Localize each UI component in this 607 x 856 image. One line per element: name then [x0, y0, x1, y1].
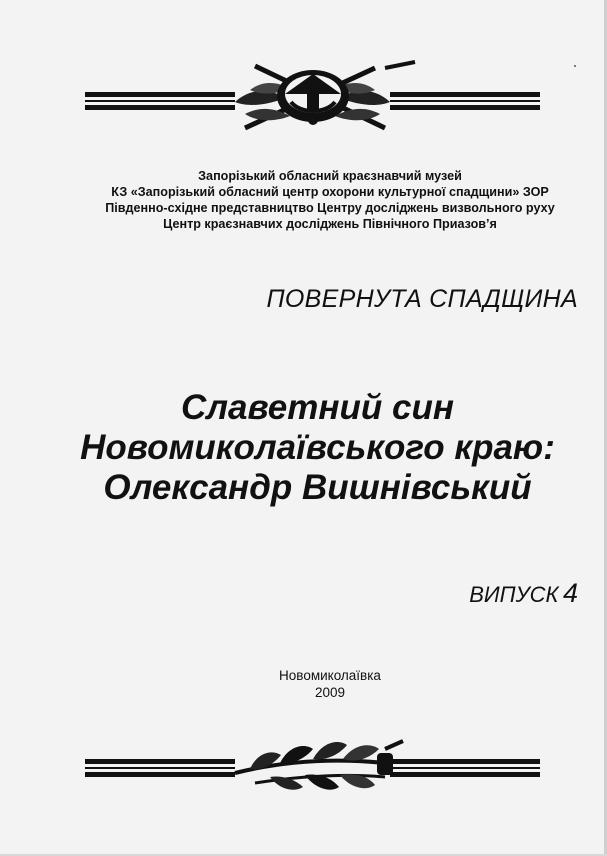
institutions-block: [70, 168, 590, 232]
imprint-year: 2009: [314, 685, 346, 700]
issue-number: 4: [562, 578, 578, 608]
institution-line: Південно-східне представництво Центру досліджень визвольного руху: [105, 201, 555, 215]
laurel-ornament-icon: [85, 733, 540, 799]
institution-line: Запорізький обласний краєзнавчий музей: [198, 169, 462, 183]
issue-word: ВИПУСК: [469, 582, 559, 607]
title-line: Новомиколаївського краю:: [80, 428, 555, 467]
institution-line: КЗ «Запорізький обласний центр охорони культурної спадщини» ЗОР: [111, 185, 549, 199]
institution-line: Центр краєзнавчих досліджень Північного Приазов’я: [163, 217, 497, 231]
imprint: [230, 667, 430, 701]
book-title: [40, 388, 595, 508]
series-title: ПОВЕРНУТА СПАДЩИНА: [266, 285, 578, 313]
imprint-place: Новомиколаївка: [279, 668, 381, 683]
top-ornament-icon: [85, 58, 540, 138]
title-line: Славетний син: [181, 388, 454, 427]
scan-speck: [574, 65, 576, 67]
issue-label: [380, 578, 578, 609]
title-line: Олександр Вишнівський: [103, 468, 532, 507]
